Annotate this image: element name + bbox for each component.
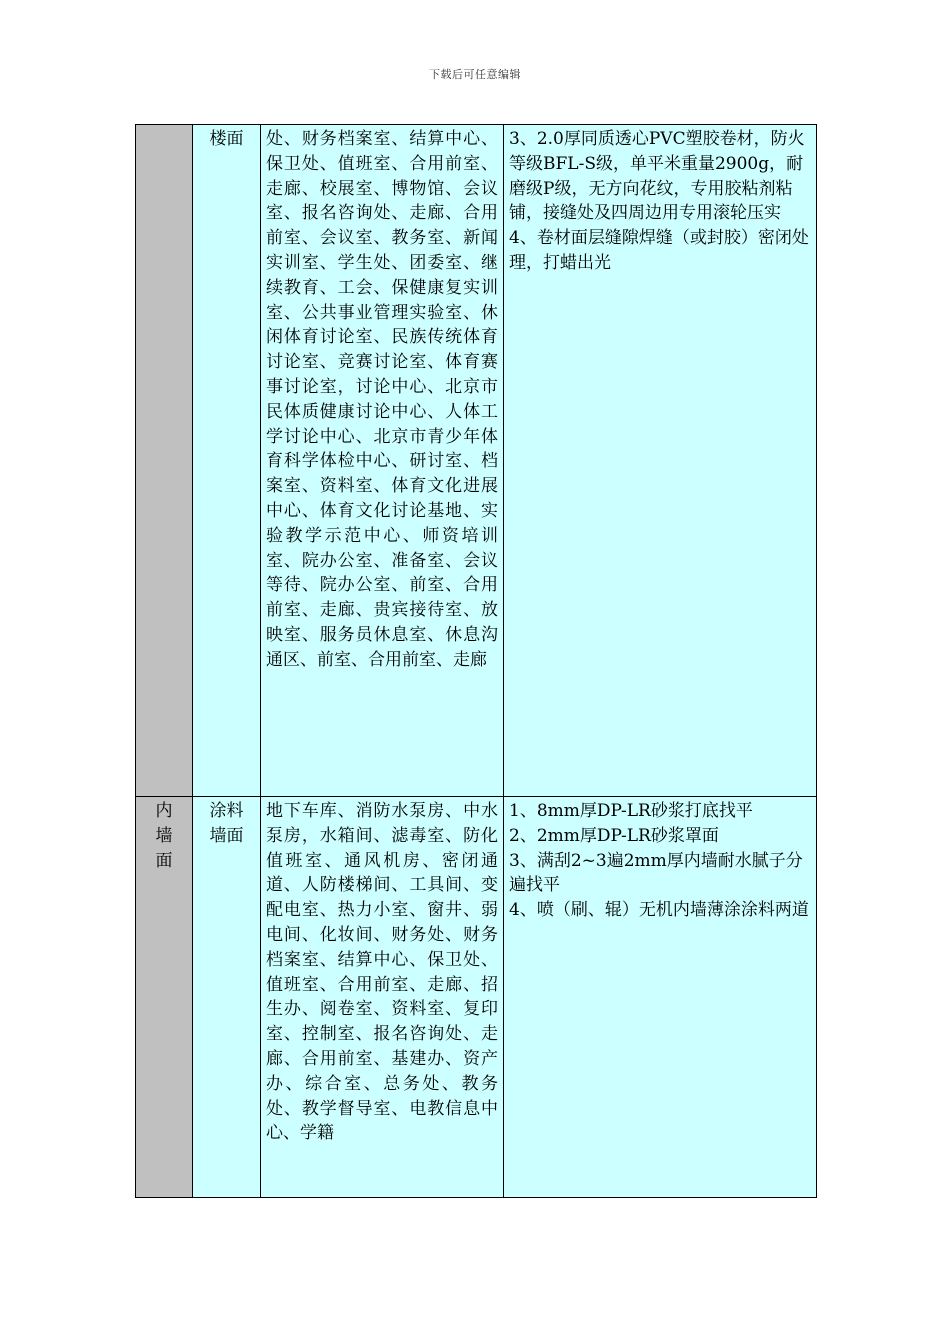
category-label: 内墙面 [155, 801, 173, 871]
step-text: 3、2.0厚同质透心PVC塑胶卷材，防火等级BFL-S级，单平米重量2900g，耐磨级P级，无方向花纹，专用胶粘剂粘铺，接缝处及四周边用专用滚轮压实 [509, 129, 805, 224]
category-cell [136, 125, 193, 797]
areas-cell [261, 797, 504, 1198]
type-cell [193, 125, 261, 797]
type-label: 涂料墙面 [209, 801, 244, 846]
step-text: 4、喷（刷、辊）无机内墙薄涂涂料两道 [509, 900, 809, 921]
table-row [136, 797, 817, 1198]
step-text: 1、8mm厚DP-LR砂浆打底找平 [509, 801, 753, 821]
type-cell [193, 797, 261, 1198]
areas-cell [261, 125, 504, 797]
category-cell [136, 797, 193, 1198]
type-label: 楼面 [209, 129, 244, 149]
areas-text: 处、财务档案室、结算中心、保卫处、值班室、合用前室、走廊、校展室、博物馆、会议室、报名咨询处、走廊、合用前室、会议室、教务室、新闻实训室、学生处、团委室、继续教育、工会、保健康复实训室、公共事业管理实验室、休闲体育讨论室、民族传统体育讨论室、竞赛讨论室、体育赛事讨论室，讨论中心、北京市民体质健康讨论中心、人体工学讨论中心、北京市青少年体育科学体检中心、研讨室、档案室、资料室、体育文化进展中心、体育文化讨论基地、实验教学示范中心、师资培训室、院办公室、准备室、会议等待、院办公室、前室、合用前室、走廊、贵宾接待室、放映室、服务员休息室、休息沟通区、前室、合用前室、走廊 [266, 129, 498, 670]
step-text: 4、卷材面层缝隙焊缝（或封胶）密闭处理，打蜡出光 [509, 228, 809, 273]
spec-table [135, 124, 817, 1198]
areas-text: 地下车库、消防水泵房、中水泵房，水箱间、滤毒室、防化值班室、通风机房、密闭通道、人防楼梯间、工具间、变配电室、热力小室、窗井、弱电间、化妆间、财务处、财务档案室、结算中心、保卫处、值班室、合用前室、走廊、招生办、阅卷室、资料室、复印室、控制室、报名咨询处、走廊、合用前室、基建办、资产办、综合室、总务处、教务处、教学督导室、电教信息中心、学籍 [266, 801, 498, 1144]
step-text: 2、2mm厚DP-LR砂浆罩面 [509, 825, 719, 846]
table-row [136, 125, 817, 797]
steps-cell [504, 125, 817, 797]
header-note: 下载后可任意编辑 [429, 68, 521, 81]
step-text: 3、满刮2~3遍2mm厚内墙耐水腻子分遍找平 [509, 850, 803, 896]
steps-cell [504, 797, 817, 1198]
